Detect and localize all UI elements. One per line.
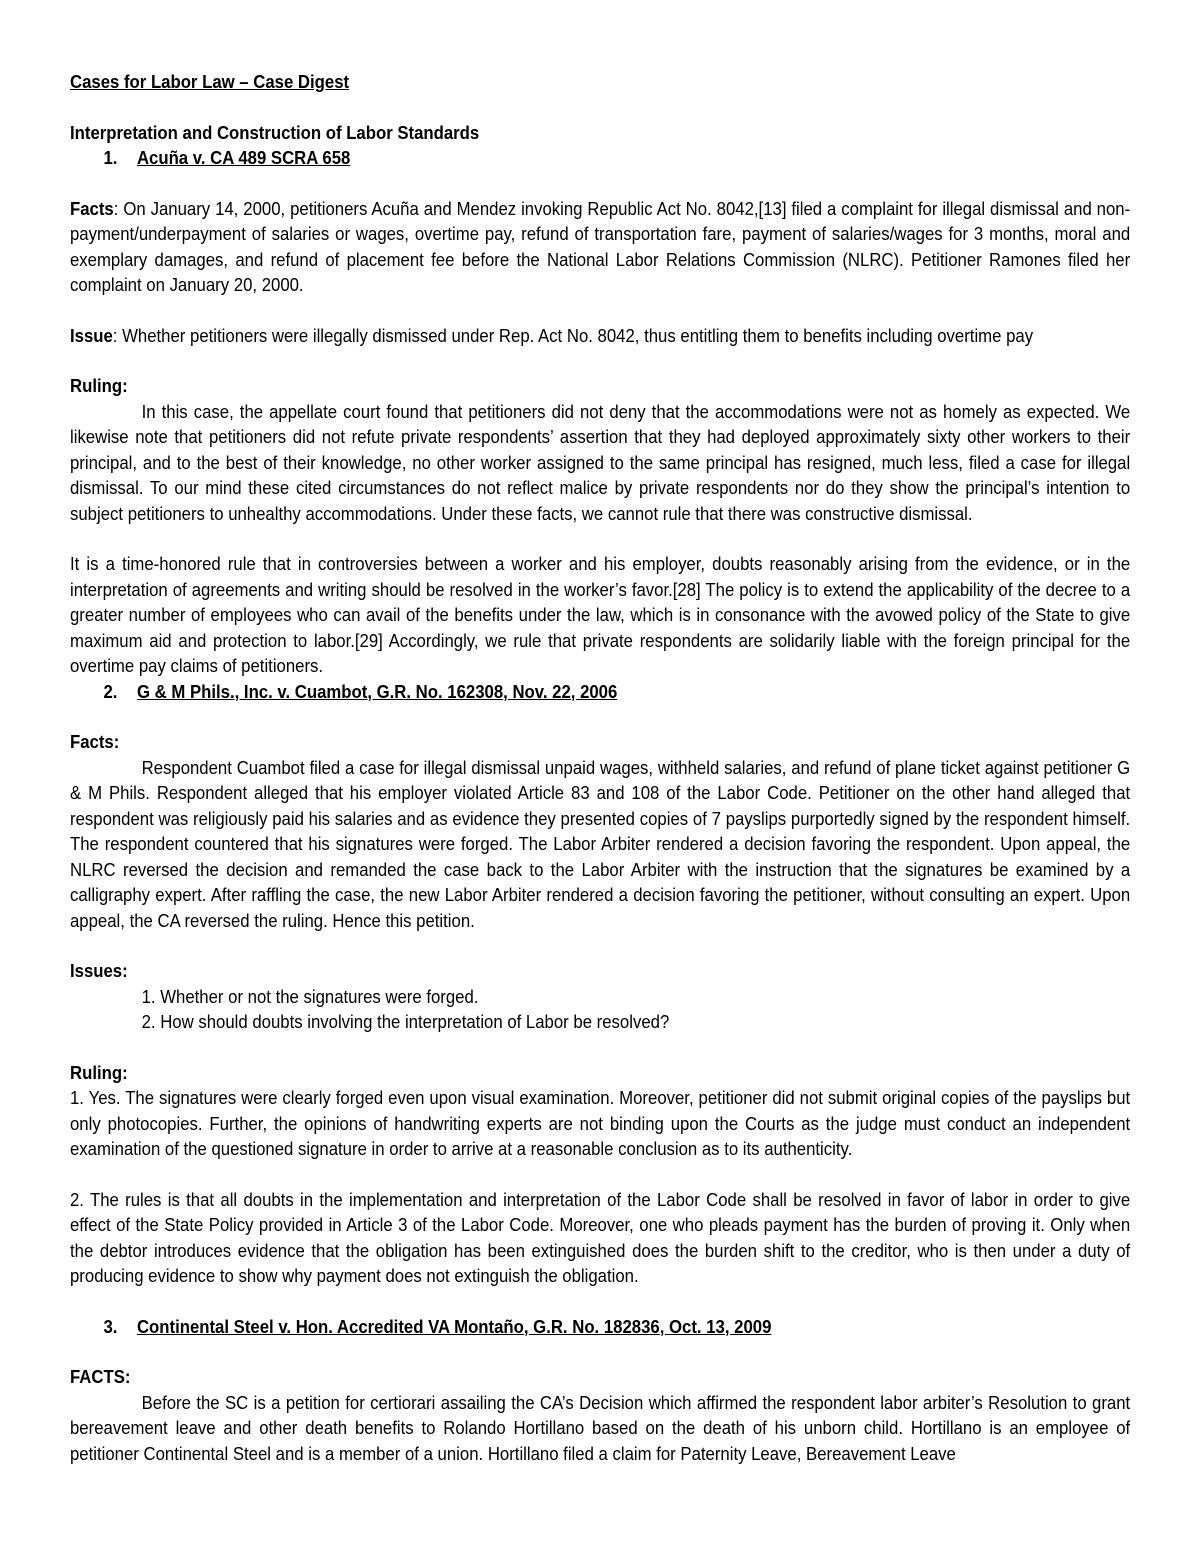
case-name: Acuña v. CA 489 SCRA 658: [136, 148, 351, 168]
case-name: G & M Phils., Inc. v. Cuambot, G.R. No. 162308, Nov. 22, 2006: [136, 681, 618, 702]
facts-paragraph: [70, 197, 1130, 299]
document-page: [70, 60, 1130, 1467]
issue-item: 1. Whether or not the signatures were forged.: [141, 986, 479, 1007]
ruling-label: Ruling:: [70, 1062, 128, 1083]
case-heading-2: [70, 680, 1130, 706]
case-number: 3.: [103, 1316, 118, 1337]
ruling-paragraph: It is a time-honored rule that in controversies between a worker and his employer, doubts reasonably arising from the evidence, or in the interpretation of agreements and writing should be resolved in the worker’s favor.[28] The policy is to extend the applicability of the decree to a greater number of employees who can avail of the benefits under the law, which is in consonance with the avowed policy of the State to give maximum aid and protection to labor.[29] Accordingly, we rule that private respondents are solidarily liable with the foreign principal for the overtime pay claims of petitioners.: [70, 554, 1131, 676]
facts-paragraph: Before the SC is a petition for certiorari assailing the CA’s Decision which affirmed the respondent labor arbiter’s Resolution to grant bereavement leave and other death benefits to Rolando Hortillano based on the death of his unborn child. Hortillano is an employee of petitioner Continental Steel and is a member of a union. Hortillano filed a claim for Paternity Leave, Bereavement Leave: [70, 1392, 1131, 1464]
section-heading: Interpretation and Construction of Labor Standards: [70, 122, 480, 143]
issue-paragraph: [70, 324, 1130, 350]
case-name: Continental Steel v. Hon. Accredited VA Montaño, G.R. No. 182836, Oct. 13, 2009: [136, 1316, 772, 1337]
facts-text: : On January 14, 2000, petitioners Acuña and Mendez invoking Republic Act No. 8042,[13] filed a complaint for illegal dismissal and non-payment/underpayment of salaries or wages, overtime pay, refund of transportation fare, payment of salaries/wages for 3 months, moral and exemplary damages, and refund of placement fee before the National Labor Relations Commission (NLRC). Petitioner Ramones filed her complaint on January 20, 2000.: [70, 198, 1131, 295]
ruling-label: Ruling:: [70, 376, 128, 396]
facts-label: Facts: [70, 198, 114, 219]
issues-label: Issues:: [70, 961, 128, 981]
case-number: 1.: [103, 148, 118, 168]
case-number: 2.: [103, 681, 118, 702]
ruling-paragraph: 2. The rules is that all doubts in the implementation and interpretation of the Labor Code shall be resolved in favor of labor in order to give effect of the State Policy provided in Article 3 of the Labor Code. Moreover, one who pleads payment has the burden of proving it. Only when the debtor introduces evidence that the obligation has been extinguished does the burden shift to the creditor, who is then under a duty of producing evidence to show why payment does not extinguish the obligation.: [70, 1189, 1131, 1286]
facts-paragraph: Respondent Cuambot filed a case for illegal dismissal unpaid wages, withheld salaries, and refund of plane ticket against petitioner G & M Phils. Respondent alleged that his employer violated Article 83 and 108 of the Labor Code. Petitioner on the other hand alleged that respondent was religiously paid his salaries and as evidence they presented copies of 7 payslips purportedly signed by the respondent himself. The respondent countered that his signatures were forged. The Labor Arbiter rendered a decision favoring the respondent. Upon appeal, the NLRC reversed the decision and remanded the case back to the Labor Arbiter with the instruction that the signatures be examined by a calligraphy expert. After raffling the case, the new Labor Arbiter rendered a decision favoring the petitioner, without consulting an expert. Upon appeal, the CA reversed the ruling. Hence this petition.: [70, 757, 1131, 931]
case-heading-3: [70, 1315, 1130, 1341]
case-heading-1: [70, 146, 1130, 172]
issue-text: : Whether petitioners were illegally dismissed under Rep. Act No. 8042, thus entitling them to benefits including overtime pay: [112, 325, 1034, 346]
ruling-paragraph: In this case, the appellate court found that petitioners did not deny that the accommodations were not as homely as expected. We likewise note that petitioners did not refute private respondents’ assertion that they had deployed approximately sixty other workers to their principal, and to the best of their knowledge, no other worker assigned to the same principal has resigned, much less, filed a case for illegal dismissal. To our mind these cited circumstances do not reflect malice by private respondents nor do they show the principal’s intention to subject petitioners to unhealthy accommodations. Under these facts, we cannot rule that there was constructive dismissal.: [70, 401, 1131, 524]
facts-label: Facts:: [70, 732, 120, 752]
issue-item: 2. How should doubts involving the interpretation of Labor be resolved?: [141, 1012, 670, 1032]
issue-label: Issue: [70, 325, 113, 346]
document-title: Cases for Labor Law – Case Digest: [70, 72, 350, 92]
facts-label: FACTS:: [70, 1367, 131, 1387]
ruling-paragraph: 1. Yes. The signatures were clearly forged even upon visual examination. Moreover, petitioner did not submit original copies of the payslips but only photocopies. Further, the opinions of handwriting experts are not binding upon the Courts as the judge must conduct an independent examination of the questioned signature in order to arrive at a reasonable conclusion as to its authenticity.: [70, 1088, 1131, 1159]
